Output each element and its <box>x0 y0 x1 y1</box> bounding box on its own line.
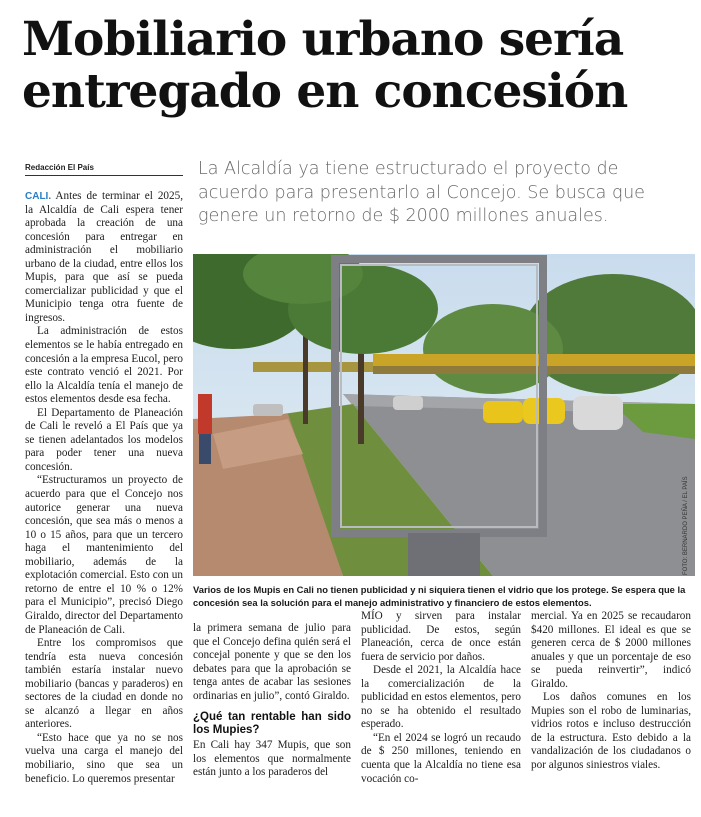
column-3 <box>361 610 521 786</box>
paragraph: Los daños comunes en los Mupies son el robo de luminarias, vidrios rotos e incluso destrucción de la estructura. Esto debido a la vandalización de los ciudadanos o por algunos siniestros viales. <box>531 691 691 772</box>
column-1 <box>25 190 183 786</box>
paragraph: Desde el 2021, la Alcaldía hace la comercialización de la publicidad en estos elementos, pero no se ha obtenido el resultado esperado. <box>361 664 521 731</box>
paragraph: MÍO y sirven para instalar publicidad. De estos, según Planeación, cerca de once están fuera de servicio por daños. <box>361 610 521 663</box>
article-photo <box>193 254 695 576</box>
photo-caption: Varios de los Mupis en Cali no tienen publicidad y ni siquiera tienen el vidrio que los protege. Se espera que la concesión sea la solución para el manejo administrativo y financiero de estos elementos. <box>193 584 686 608</box>
paragraph: “En el 2024 se logró un recaudo de $ 250 millones, teniendo en cuenta que la Alcaldía no tiene esa vocación co- <box>361 731 521 785</box>
paragraph <box>25 190 183 325</box>
paragraph: En Cali hay 347 Mupis, que son los elementos que normalmente están junto a los paraderos del <box>193 739 351 779</box>
byline: Redacción El País <box>25 163 94 172</box>
headline <box>22 14 692 118</box>
paragraph: mercial. Ya en 2025 se recaudaron $420 millones. El ideal es que se generen cerca de $ 2000 millones anuales y que un porcentaje de eso se pueda reinvertir”, indicó Giraldo. <box>531 610 691 690</box>
subhead: La Alcaldía ya tiene estructurado el proyecto de acuerdo para presentarlo al Concejo. Se busca que genere un retorno de $ 2000 millones anuales. <box>198 159 645 226</box>
street-scene-illustration <box>193 254 695 576</box>
byline-rule <box>25 175 183 176</box>
paragraph: la primera semana de julio para que el Concejo defina quién será el concejal ponente y que se den los debates para que la aprobación se tenga antes de acabar las sesiones ordinarias en julio”, contó Giraldo. <box>193 622 351 702</box>
dateline: CALI. <box>25 191 52 202</box>
headline-line-1: Mobiliario urbano sería <box>22 12 624 67</box>
paragraph: El Departamento de Planeación de Cali le reveló a El País que ya se tienen adelantados los modelos para poder tener una nueva concesión. <box>25 406 183 473</box>
column-4 <box>531 610 691 773</box>
headline-line-2: entregado en concesión <box>22 64 628 119</box>
paragraph: “Estructuramos un proyecto de acuerdo para que el Concejo nos autorice generar una nueva concesión, que sea más o menos a 10 o 15 años, para que un tercero haga el mantenimiento del mobiliario, además de la explotación comercial. Esto con un retorno de entre el 10 % o 12% para el Municipio”, precisó Diego Giraldo, director del Departamento de Planeación de Cali. <box>25 474 183 636</box>
section-heading: ¿Qué tan rentable han sido los Mupies? <box>193 711 351 737</box>
column-2 <box>193 622 351 780</box>
paragraph: “Esto hace que ya no se nos vuelva una carga el manejo del mobiliario, sino que sea un beneficio. Lo queremos presentar <box>25 731 183 785</box>
paragraph: La administración de estos elementos se le había entregado en concesión a la empresa Eucol, pero este contrato venció el 2021. Por ello la Alcaldía tenía el manejo de estos elementos desde esa fecha. <box>25 325 183 406</box>
photo-credit: FOTO: BERNARDO PEÑA / EL PAÍS <box>683 476 689 575</box>
paragraph: Entre los compromisos que tendría esta nueva concesión también estaría instalar nuevo mobiliario (bancas y paraderos) en sectores de la ciudad en donde no se alcanzó a llegar en años anteriores. <box>25 637 183 731</box>
paragraph-text: Antes de terminar el 2025, la Alcaldía de Cali espera tener aprobada la creación de una concesión para entregar en administración el mobiliario urbano de la ciudad, entre ellos los Mupis, para que así se pueda comercializar publicidad y que el Municipio tenga otra fuente de ingresos. <box>25 190 183 324</box>
